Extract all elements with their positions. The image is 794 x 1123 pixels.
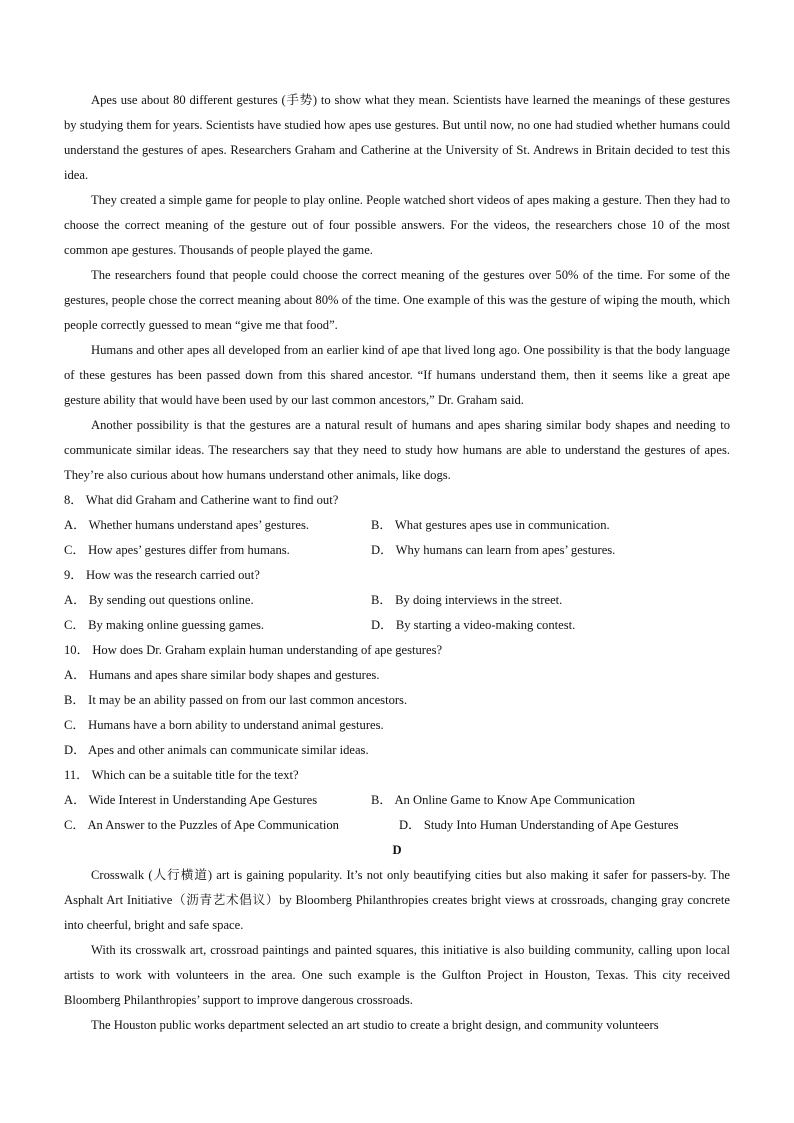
- option-c: C． How apes’ gestures differ from humans.: [64, 543, 290, 557]
- option-d: D． Why humans can learn from apes’ gestures.: [371, 543, 616, 557]
- paragraph: The researchers found that people could choose the correct meaning of the gestures over 50% of the time. For some of the gestures, people chose the correct meaning about 80% of the time. One example of this was the gesture of wiping the mouth, which people correctly guessed to mean “give me that food”.: [64, 268, 730, 332]
- option-d: D． Apes and other animals can communicate similar ideas.: [64, 743, 369, 757]
- question-stem: 10． How does Dr. Graham explain human understanding of ape gestures?: [64, 643, 443, 657]
- options-row: [64, 813, 730, 838]
- option-a: A． By sending out questions online.: [64, 593, 254, 607]
- question-stem: 9． How was the research carried out?: [64, 568, 260, 582]
- paragraph: Crosswalk (人行横道) art is gaining popularity. It’s not only beautifying cities but also making it safer for passers-by. The Asphalt Art Initiative（沥青艺术倡议）by Bloomberg Philanthropies creates bright views at crossroads, changing gray concrete into cheerful, bright and safe space.: [64, 868, 730, 932]
- option-c: C． By making online guessing games.: [64, 618, 265, 632]
- option-a: A． Humans and apes share similar body shapes and gestures.: [64, 668, 380, 682]
- question-10: [64, 638, 730, 763]
- passage-c: [64, 88, 730, 488]
- question-11: [64, 763, 730, 838]
- paragraph: With its crosswalk art, crossroad paintings and painted squares, this initiative is also building community, calling upon local artists to work with volunteers in the area. One such example is the Gulfton Project in Houston, Texas. This city received Bloomberg Philanthropies’ support to improve dangerous crossroads.: [64, 943, 730, 1007]
- paragraph: Apes use about 80 different gestures (手势) to show what they mean. Scientists have learned the meanings of these gestures by studying them for years. Scientists have studied how apes use gestures. But until now, no one had studied whether humans could understand the gestures of apes. Researchers Graham and Catherine at the University of St. Andrews in Britain decided to test this idea.: [64, 93, 730, 182]
- paragraph: Another possibility is that the gestures are a natural result of humans and apes sharing similar body shapes and needing to communicate similar ideas. The researchers say that they need to study how humans are able to understand the gestures of apes. They’re also curious about how humans understand other animals, like dogs.: [64, 418, 730, 482]
- option-a: A． Wide Interest in Understanding Ape Gestures: [64, 793, 318, 807]
- passage-d: [64, 863, 730, 1038]
- option-b: B． By doing interviews in the street.: [371, 593, 563, 607]
- option-c: C． Humans have a born ability to understand animal gestures.: [64, 718, 384, 732]
- options-row: [64, 613, 730, 638]
- document-page: [64, 88, 730, 1038]
- question-8: [64, 488, 730, 563]
- option-c: C． An Answer to the Puzzles of Ape Communication: [64, 818, 339, 832]
- question-stem: 11． Which can be a suitable title for the text?: [64, 768, 299, 782]
- question-stem: 8． What did Graham and Catherine want to find out?: [64, 493, 339, 507]
- option-a: A． Whether humans understand apes’ gestures.: [64, 518, 310, 532]
- question-9: [64, 563, 730, 638]
- paragraph: They created a simple game for people to play online. People watched short videos of apes making a gesture. Then they had to choose the correct meaning of the gesture out of four possible answers. For the videos, the researchers chose 10 of the most common ape gestures. Thousands of people played the game.: [64, 193, 730, 257]
- paragraph: The Houston public works department selected an art studio to create a bright design, and community volunteers: [91, 1018, 659, 1032]
- options-row: [64, 588, 730, 613]
- paragraph: Humans and other apes all developed from an earlier kind of ape that lived long ago. One possibility is that the body language of these gestures has been passed down from this shared ancestor. “If humans understand them, then it seems like a great ape gesture ability that would have been used by our last common ancestors,” Dr. Graham said.: [64, 343, 730, 407]
- options-row: [64, 513, 730, 538]
- option-b: B． It may be an ability passed on from our last common ancestors.: [64, 693, 408, 707]
- option-d: D． Study Into Human Understanding of Ape Gestures: [399, 818, 679, 832]
- option-b: B． An Online Game to Know Ape Communication: [371, 793, 636, 807]
- options-row: [64, 538, 730, 563]
- option-b: B． What gestures apes use in communication.: [371, 518, 610, 532]
- section-heading: D: [392, 843, 402, 857]
- options-row: [64, 788, 730, 813]
- option-d: D． By starting a video-making contest.: [371, 618, 576, 632]
